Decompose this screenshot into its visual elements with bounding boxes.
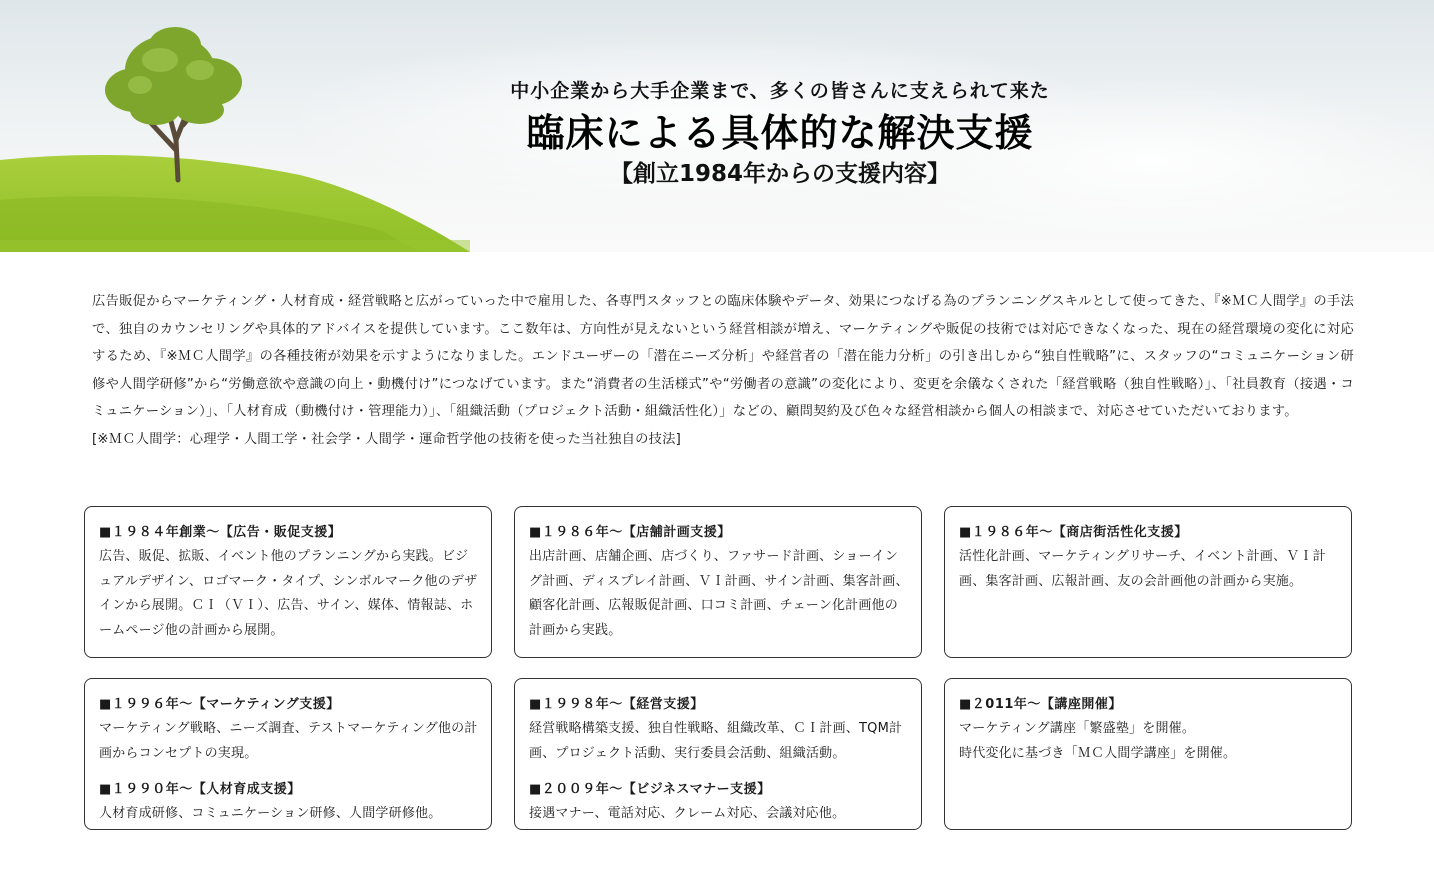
support-heading: ■１９９８年～【経営支援】 [529, 697, 704, 712]
hero-heading [475, 76, 1085, 190]
support-heading: ■２011年～【講座開催】 [959, 697, 1122, 712]
support-section [99, 778, 479, 827]
page-title: 臨床による具体的な解決支援 [526, 111, 1034, 155]
support-section [959, 693, 1339, 766]
intro-paragraph: 広告販促からマーケティング・人材育成・経営戦略と広がっていった中で雇用した、各専門スタッフとの臨床体験やデータ、効果につなげる為のプランニングスキルとして使ってきた、『※ＭＣ人間学』の手法で、独自のカウンセリングや具体的アドバイスを提供しています。ここ数年は、方向性が見えないという経営相談が増え、マーケティングや販促の技術では対応できなくなった、現在の経営環境の変化に対応するため、『※ＭＣ人間学』の各種技術が効果を示すようになりました。エンドユーザーの「潜在ニーズ分析」や経営者の「潜在能力分析」の引き出しから“独自性戦略”に、スタッフの“コミュニケーション研修や人間学研修”から“労働意欲や意識の向上・動機付け”につなげています。また“消費者の生活様式”や“労働者の意識”の変化により、変更を余儀なくされた「経営戦略（独自性戦略）」、「社員教育（接遇・コミュニケーション）」、「人材育成（動機付け・管理能力）」、「組織活動（プロジェクト活動・組織活性化）」などの、顧問契約及び色々な経営相談から個人の相談まで、対応させていただいております。 [92, 294, 1354, 419]
support-section [529, 521, 909, 643]
support-box [944, 678, 1352, 830]
support-box [514, 678, 922, 830]
support-box [944, 506, 1352, 658]
support-heading: ■２００９年～【ビジネスマナー支援】 [529, 782, 771, 797]
support-section [529, 693, 909, 766]
intro-section [92, 288, 1354, 453]
support-body: 接遇マナー、電話対応、クレーム対応、会議対応他。 [529, 806, 846, 821]
support-heading: ■１９８６年～【商店街活性化支援】 [959, 525, 1188, 540]
support-body: 人材育成研修、コミュニケーション研修、人間学研修他。 [99, 806, 442, 821]
support-body: 広告、販促、拡販、イベント他のプランニングから実践。ビジュアルデザイン、ロゴマーク・タイプ、シンボルマーク他のデザインから展開。ＣＩ（ＶＩ）、広告、サイン、媒体、情報誌、ホームページ他の計画から展開。 [99, 549, 478, 638]
support-body: マーケティング戦略、ニーズ調査、テストマーケティング他の計画からコンセプトの実現。 [99, 721, 478, 761]
support-body: 出店計画、店舗企画、店づくり、ファサード計画、ショーイング計画、ディスプレイ計画、ＶＩ計画、サイン計画、集客計画、顧客化計画、広報販促計画、口コミ計画、チェーン化計画他の計画から実践。 [529, 549, 909, 638]
support-box [84, 506, 492, 658]
support-section [99, 693, 479, 766]
support-heading: ■１９８６年～【店舗計画支援】 [529, 525, 731, 540]
founded-caption: 【創立1984年からの支援内容】 [609, 161, 950, 187]
support-box [84, 678, 492, 830]
support-section [529, 778, 909, 827]
support-heading: ■１９９６年～【マーケティング支援】 [99, 697, 340, 712]
hero-subtitle: 中小企業から大手企業まで、多くの皆さんに支えられて来た [510, 80, 1050, 102]
hero-banner [0, 0, 1434, 252]
mc-note: [※ＭＣ人間学：心理学・人間工学・社会学・人間学・運命哲学他の技術を使った当社独自の技法] [92, 431, 681, 447]
support-heading: ■１９９０年～【人材育成支援】 [99, 782, 301, 797]
support-body: マーケティング講座「繁盛塾」を開催。 時代変化に基づき「ＭＣ人間学講座」を開催。 [959, 721, 1237, 761]
support-section [99, 521, 479, 643]
support-body: 活性化計画、マーケティングリサーチ、イベント計画、ＶＩ計画、集客計画、広報計画、友の会計画他の計画から実施。 [959, 549, 1326, 589]
support-body: 経営戦略構築支援、独自性戦略、組織改革、ＣＩ計画、TQM計画、プロジェクト活動、実行委員会活動、組織活動。 [529, 721, 903, 761]
support-heading: ■１９８４年創業～【広告・販促支援】 [99, 525, 342, 540]
support-section [959, 521, 1339, 594]
support-box [514, 506, 922, 658]
